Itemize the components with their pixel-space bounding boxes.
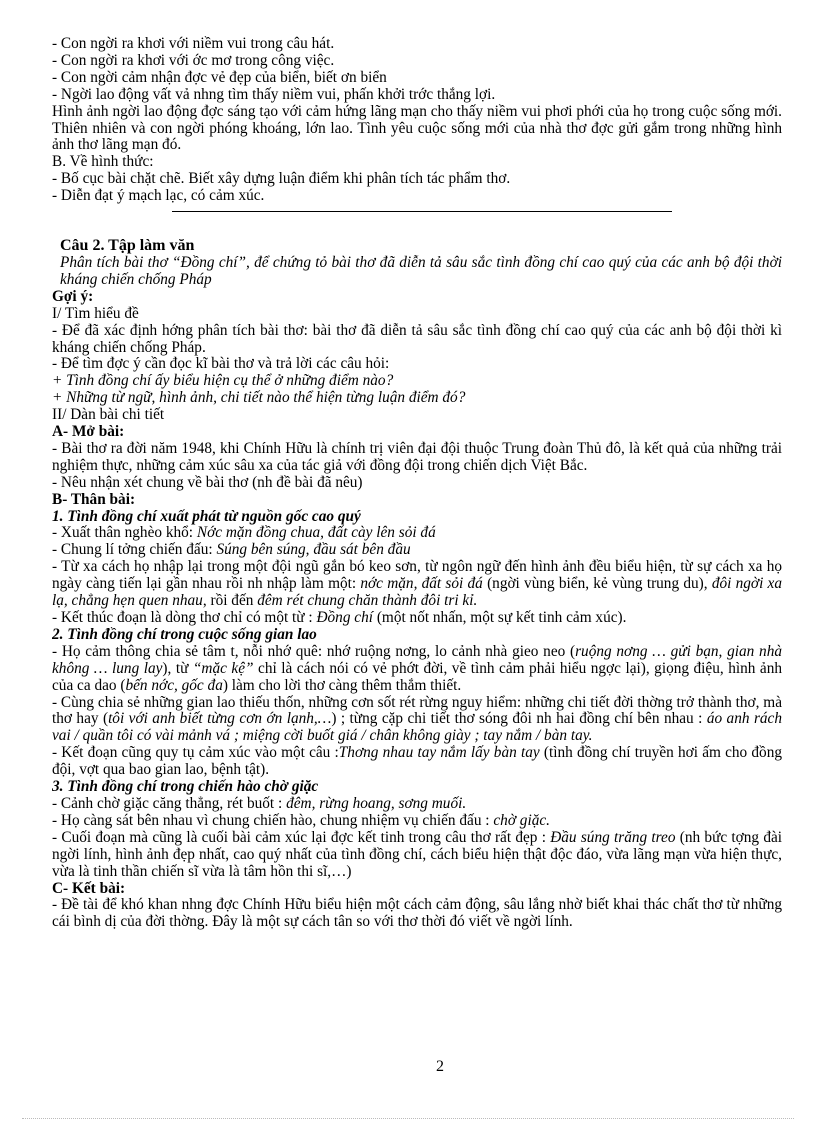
text-run: , rồi đến <box>202 592 258 610</box>
quote-run: “mặc kệ” <box>192 659 254 677</box>
text-line: - Con ngời ra khơi với niềm vui trong câu hát. <box>52 36 335 52</box>
quote-run: chờ giặc. <box>493 812 550 829</box>
conclusion-title: C- Kết bài: <box>52 880 126 897</box>
part1-question: + Tình đồng chí ấy biểu hiện cụ thể ở những điểm nào? <box>52 373 394 390</box>
section1-paragraph <box>52 559 782 610</box>
question-prompt: Phân tích bài thơ “Đồng chí”, để chứng tỏ bài thơ đã diễn tả sâu sắc tình đồng chí cao quý của các anh bộ đội thời kháng chiến chống Pháp <box>60 253 782 288</box>
part1-title: I/ Tìm hiểu đề <box>52 305 139 322</box>
section1-line <box>52 525 782 542</box>
quote-run: đôi ngời xa lạ, chẳng hẹn quen nhau <box>52 575 782 610</box>
section2-paragraph <box>52 745 782 779</box>
text-run: ) ; từng cặp chi tiết thơ sóng đôi nh hai đồng chí bên nhau : <box>331 710 707 728</box>
text-line: - Con ngời cảm nhận đợc vẻ đẹp của biển, biết ơn biển <box>52 69 387 86</box>
text-run: - Kết thúc đoạn là dòng thơ chỉ có một từ : <box>52 610 317 626</box>
text-run: (ngời vùng biển, kẻ vùng trung du), <box>482 575 712 593</box>
text-run: chỉ là cách nói có vẻ phớt đời, về tình cảm phải hiểu ngợc lại), giọng điệu, hình ảnh của ca dao ( <box>52 659 783 694</box>
section1-title: 1. Tình đồng chí xuất phát từ nguồn gốc cao quý <box>52 508 361 525</box>
part1-question: + Những từ ngữ, hình ảnh, chi tiết nào thể hiện từng luận điểm đó? <box>52 390 466 407</box>
divider <box>172 211 672 226</box>
quote-run: Đầu súng trăng treo <box>550 828 676 846</box>
summary-paragraph: Hình ảnh ngời lao động đợc sáng tạo với cảm hứng lãng mạn cho thấy niềm vui phơi phới của họ trong cuộc sống mới. Thiên nhiên và con ngời phóng khoáng, lớn lao. Tình yêu cuộc sống mới của nhà thơ đợc gửi gắm trong những hình ảnh thơ lãng mạn đó. <box>52 102 782 154</box>
intro-paragraph: - Bài thơ ra đời năm 1948, khi Chính Hữu là chính trị viên đại đội thuộc Trung đoàn Thủ đô, là kết quả của những trải nghiệm thực, những cảm xúc sâu xa của tác giả với đồng đội trong chiến dịch Việt Bắc. <box>52 439 782 474</box>
text-run: ) làm cho lời thơ càng thêm thắm thiết. <box>222 676 462 694</box>
text-line: - Diễn đạt ý mạch lạc, có cảm xúc. <box>52 188 265 205</box>
section3-title: 3. Tình đồng chí trong chiến hào chờ giặc <box>52 779 319 796</box>
section3-line <box>52 796 782 813</box>
section2-title: 2. Tình đồng chí trong cuộc sống gian lao <box>52 626 317 643</box>
text-run: (một nốt nhấn, một sự kết tinh cảm xúc). <box>373 610 627 626</box>
page-number: 2 <box>436 1058 444 1075</box>
text-run: - Họ càng sát bên nhau vì chung chiến hào, chung nhiệm vụ chiến đấu : <box>52 812 494 829</box>
form-heading: B. Về hình thức: <box>52 154 154 171</box>
section2-paragraph <box>52 644 782 695</box>
quote-run: Nớc mặn đồng chua, đất cày lên sỏi đá <box>196 525 436 542</box>
quote-run: Đồng chí <box>316 610 373 626</box>
quote-run: áo anh rách vai / quần tôi có vài mảnh vá ; miệng cời buốt giá / chân không giày ; tay nắm / bàn tay. <box>52 710 782 745</box>
quote-run: Súng bên súng, đầu sát bên đầu <box>216 542 411 559</box>
quote-run: đêm, rừng hoang, sơng muối. <box>286 795 467 812</box>
section3-paragraph <box>52 830 782 881</box>
quote-run: Thơng nhau tay nắm lấy bàn tay <box>338 744 540 762</box>
section1-line <box>52 610 782 627</box>
text-run: - Cuối đoạn mà cũng là cuối bài cảm xúc lại đợc kết tinh trong câu thơ rất đẹp : <box>52 828 551 846</box>
conclusion-paragraph: - Đề tài để khó khan nhng đợc Chính Hữu biểu hiện một cách cảm động, sâu lắng nhờ biết khai thác chất thơ từ những cái bình dị của đời thờng. Đây là một sự cách tân so với thơ thời đó viết về ngời lính. <box>52 896 782 931</box>
intro-line: - Nêu nhận xét chung về bài thơ (nh đề bài đã nêu) <box>52 474 363 491</box>
section1-line <box>52 542 782 559</box>
quote-run: tôi với anh biết từng cơn ớn lạnh,… <box>108 710 332 728</box>
text-line: - Bố cục bài chặt chẽ. Biết xây dựng luận điểm khi phân tích tác phẩm thơ. <box>52 171 511 188</box>
text-line: - Ngời lao động vất vả nhng tìm thấy niềm vui, phấn khởi trớc thắng lợi. <box>52 86 496 103</box>
text-run: - Kết đoạn cũng quy tụ cảm xúc vào một câu : <box>52 744 339 762</box>
question-title: Câu 2. Tập làm văn <box>60 238 195 255</box>
text-run: - Cảnh chờ giặc căng thẳng, rét buốt : <box>52 795 287 812</box>
section3-line <box>52 813 782 830</box>
text-run: - Cùng chia sẻ những gian lao thiếu thốn, những cơn sốt rét rừng nguy hiểm: những chi tiết đời thờng trở thành thơ, mà thơ hay ( <box>52 693 782 728</box>
quote-run: ruộng nơng … gửi bạn, gian nhà không … lung lay <box>52 642 782 677</box>
quote-run: nớc mặn, đất sỏi đá <box>360 575 483 593</box>
part1-paragraph: - Để đã xác định hớng phân tích bài thơ: bài thơ đã diễn tả sâu sắc tình đồng chí cao quý của các anh bộ đội thời kì kháng chiến chống Pháp. <box>52 321 782 356</box>
text-run: - Họ cảm thông chia sẻ tâm t, nỗi nhớ quê: nhớ ruộng nơng, lo cảnh nhà gieo neo ( <box>52 642 576 660</box>
part2-title: II/ Dàn bài chi tiết <box>52 407 165 424</box>
text-run: ), từ <box>162 659 193 677</box>
text-run: (tình đồng chí truyền hơi ấm cho đồng đội, vợt qua bao gian lao, bệnh tật). <box>52 744 782 779</box>
quote-run: bến nớc, gốc đa <box>125 676 223 694</box>
section2-paragraph <box>52 695 782 746</box>
quote-run: đêm rét chung chăn thành đôi tri kỉ. <box>257 592 478 610</box>
text-run: - Chung lí tởng chiến đấu: <box>52 542 217 559</box>
text-run: - Từ xa cách họ nhập lại trong một đội ngũ gắn bó keo sơn, từ ngôn ngữ đến hình ảnh đều biểu hiện, từ sự cách xa họ ngày càng tiến lại gần nhau rồi nh nhập làm một: <box>52 558 782 593</box>
page-edge <box>22 1118 794 1119</box>
body-title: B- Thân bài: <box>52 491 136 508</box>
text-run: - Xuất thân nghèo khổ: <box>52 525 197 542</box>
hint-label: Gợi ý: <box>52 288 94 305</box>
part1-line: - Để tìm đợc ý cần đọc kĩ bài thơ và trả lời các câu hỏi: <box>52 356 390 373</box>
text-run: (nh bức tợng đài ngời lính, hình ảnh đẹp nhất, cao quý nhất của tình đồng chí, cách biểu hiện thật độc đáo, vừa lãng mạn vừa hiện thực, vừa là tinh thần chiến sĩ vừa là tâm hồn thi sĩ,…) <box>52 828 783 880</box>
intro-title: A- Mở bài: <box>52 424 125 441</box>
document-page <box>52 36 782 931</box>
text-line: - Con ngời ra khơi với ớc mơ trong công việc. <box>52 52 335 69</box>
